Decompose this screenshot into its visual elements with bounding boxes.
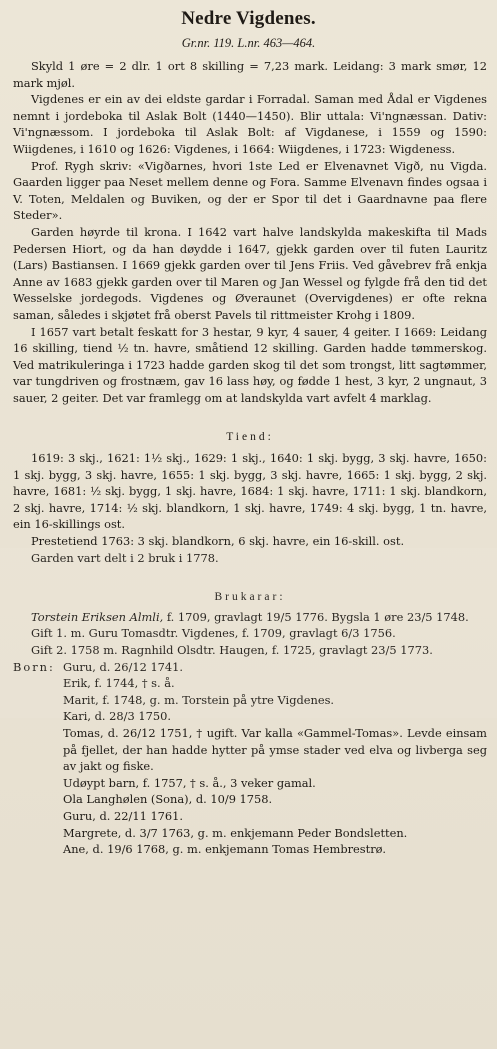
tiend-text: 1619: 3 skj., 1621: 1½ skj., 1629: 1 skj., 1640: 1 skj. bygg, 3 skj. havre, 1650: 1 skj. bygg, 3 skj. havre, 1655: 1 skj. bygg, 3 skj. havre, 1665: 1 skj. bygg, 2 skj. havre, 1681: ½ skj. bygg, 1 skj. havre, 1684: 1 skj. havre, 1711: 1 skj. blandkorn, 2 skj. havre, 1714: ½ skj. blandkorn, 1 skj. havre, 1749: 4 skj. bygg, 1 tn. havre, ein 16-skillings ost.	[13, 451, 487, 532]
child-entry: Kari, d. 28/3 1750.	[63, 709, 171, 724]
owner-entry	[13, 609, 487, 626]
child-entry: Guru, d. 22/11 1761.	[63, 808, 184, 823]
owner-name: Torstein Eriksen Almli,	[31, 609, 164, 624]
children-entries	[63, 659, 487, 858]
child-entry: Tomas, d. 26/12 1751, † ugift. Var kalla «Gammel-Tomas». Levde einsam på fjellet, der han hadde hytter på ymse stader ved elva og livberga seg av jakt og fiske.	[63, 725, 487, 774]
child-entry: Erik, f. 1744, † s. å.	[63, 676, 175, 691]
paragraph-tax: I 1657 vart betalt feskatt for 3 hestar, 9 kyr, 4 sauer, 4 geiter. I 1669: Leidang 16 skilling, tiend ½ tn. havre, småtiend 12 skilling. Garden hadde tømmerskog. Ved matrikuleringa i 1723 hadde garden skog til det som trongst, litt sagtømmer, var tungdriven og frostnæm, gav 16 lass høy, og fødde 1 hest, 3 kyr, 2 ungnaut, 3 sauer, 2 geiter. Det var framlegg om at landskylda vart avfelt 4 marklag.	[13, 324, 487, 405]
marriage-1: Gift 1. m. Guru Tomasdtr. Vigdenes, f. 1709, gravlagt 6/3 1756.	[31, 626, 396, 641]
paragraph-skyld: Skyld 1 øre = 2 dlr. 1 ort 8 skilling = 7,23 mark. Leidang: 3 mark smør, 12 mark mjøl.	[13, 59, 487, 90]
owner-details: f. 1709, gravlagt 19/5 1776. Bygsla 1 øre 23/5 1748.	[163, 609, 469, 624]
paragraph-history: Vigdenes er ein av dei eldste gardar i Forradal. Saman med Ådal er Vigdenes nemnt i jordeboka til Aslak Bolt (1440—1450). Blir uttala: Vi'ngnæssan. Dativ: Vi'ngnæssom. I jordeboka til Aslak Bolt: af Vigdanese, i 1559 og 1590: Wiigdenes, i 1610 og 1626: Vigdenes, i 1664: Wiigdenes, i 1723: Wigdeness.	[13, 92, 487, 156]
split-text: Garden vart delt i 2 bruk i 1778.	[31, 550, 219, 565]
tiend-heading: Tiend:	[226, 431, 274, 444]
children-list	[13, 659, 487, 858]
paragraph-rygh: Prof. Rygh skriv: «Vigðarnes, hvori 1ste Led er Elvenavnet Vigð, nu Vigda. Gaarden ligger paa Neset mellem denne og Fora. Samme Elvenavn findes ogsaa i V. Toten, Meldalen og Buviken, og der er Spor til det i Gaardnavne paa flere Steder».	[13, 158, 487, 223]
child-entry: Ola Langhølen (Sona), d. 10/9 1758.	[63, 792, 273, 807]
born-label: Born:	[13, 659, 55, 674]
brukarar-section	[13, 609, 487, 858]
brukarar-heading: Brukarar:	[214, 591, 286, 604]
prestetiend-text: Prestetiend 1763: 3 skj. blandkorn, 6 skj. havre, ein 16-skill. ost.	[31, 534, 405, 549]
page-subtitle: Gr.nr. 119. L.nr. 463—464.	[181, 36, 316, 50]
page-title: Nedre Vigdenes.	[181, 8, 316, 29]
child-entry: Guru, d. 26/12 1741.	[63, 659, 184, 674]
marriage-2: Gift 2. 1758 m. Ragnhild Olsdtr. Haugen, f. 1725, gravlagt 23/5 1773.	[31, 643, 433, 657]
document-body	[13, 58, 487, 858]
child-entry: Marit, f. 1748, g. m. Torstein på ytre Vigdenes.	[63, 692, 335, 707]
child-entry: Margrete, d. 3/7 1763, g. m. enkjemann Peder Bondsletten.	[63, 825, 408, 840]
child-entry: Ane, d. 19/6 1768, g. m. enkjemann Tomas Hembrestrø.	[63, 842, 386, 857]
child-entry: Udøypt barn, f. 1757, † s. å., 3 veker gamal.	[63, 775, 316, 790]
tiend-section	[13, 450, 487, 566]
paragraph-ownership: Garden høyrde til krona. I 1642 vart halve landskylda makeskifta til Mads Pedersen Hiort, og da han døydde i 1647, gjekk garden over til futen Lauritz (Lars) Bastiansen. I 1669 gjekk garden over til Jens Friis. Ved gåvebrev frå enkja Anne av 1683 gjekk garden over til Maren og Jan Wessel og fylgde frå den tid det Wesselske jordegods. Vigdenes og Øveraunet (Overvigdenes) er ofte rekna saman, således i skjøtet frå oberst Pavels til rittmeister Krohg i 1809.	[13, 224, 487, 322]
